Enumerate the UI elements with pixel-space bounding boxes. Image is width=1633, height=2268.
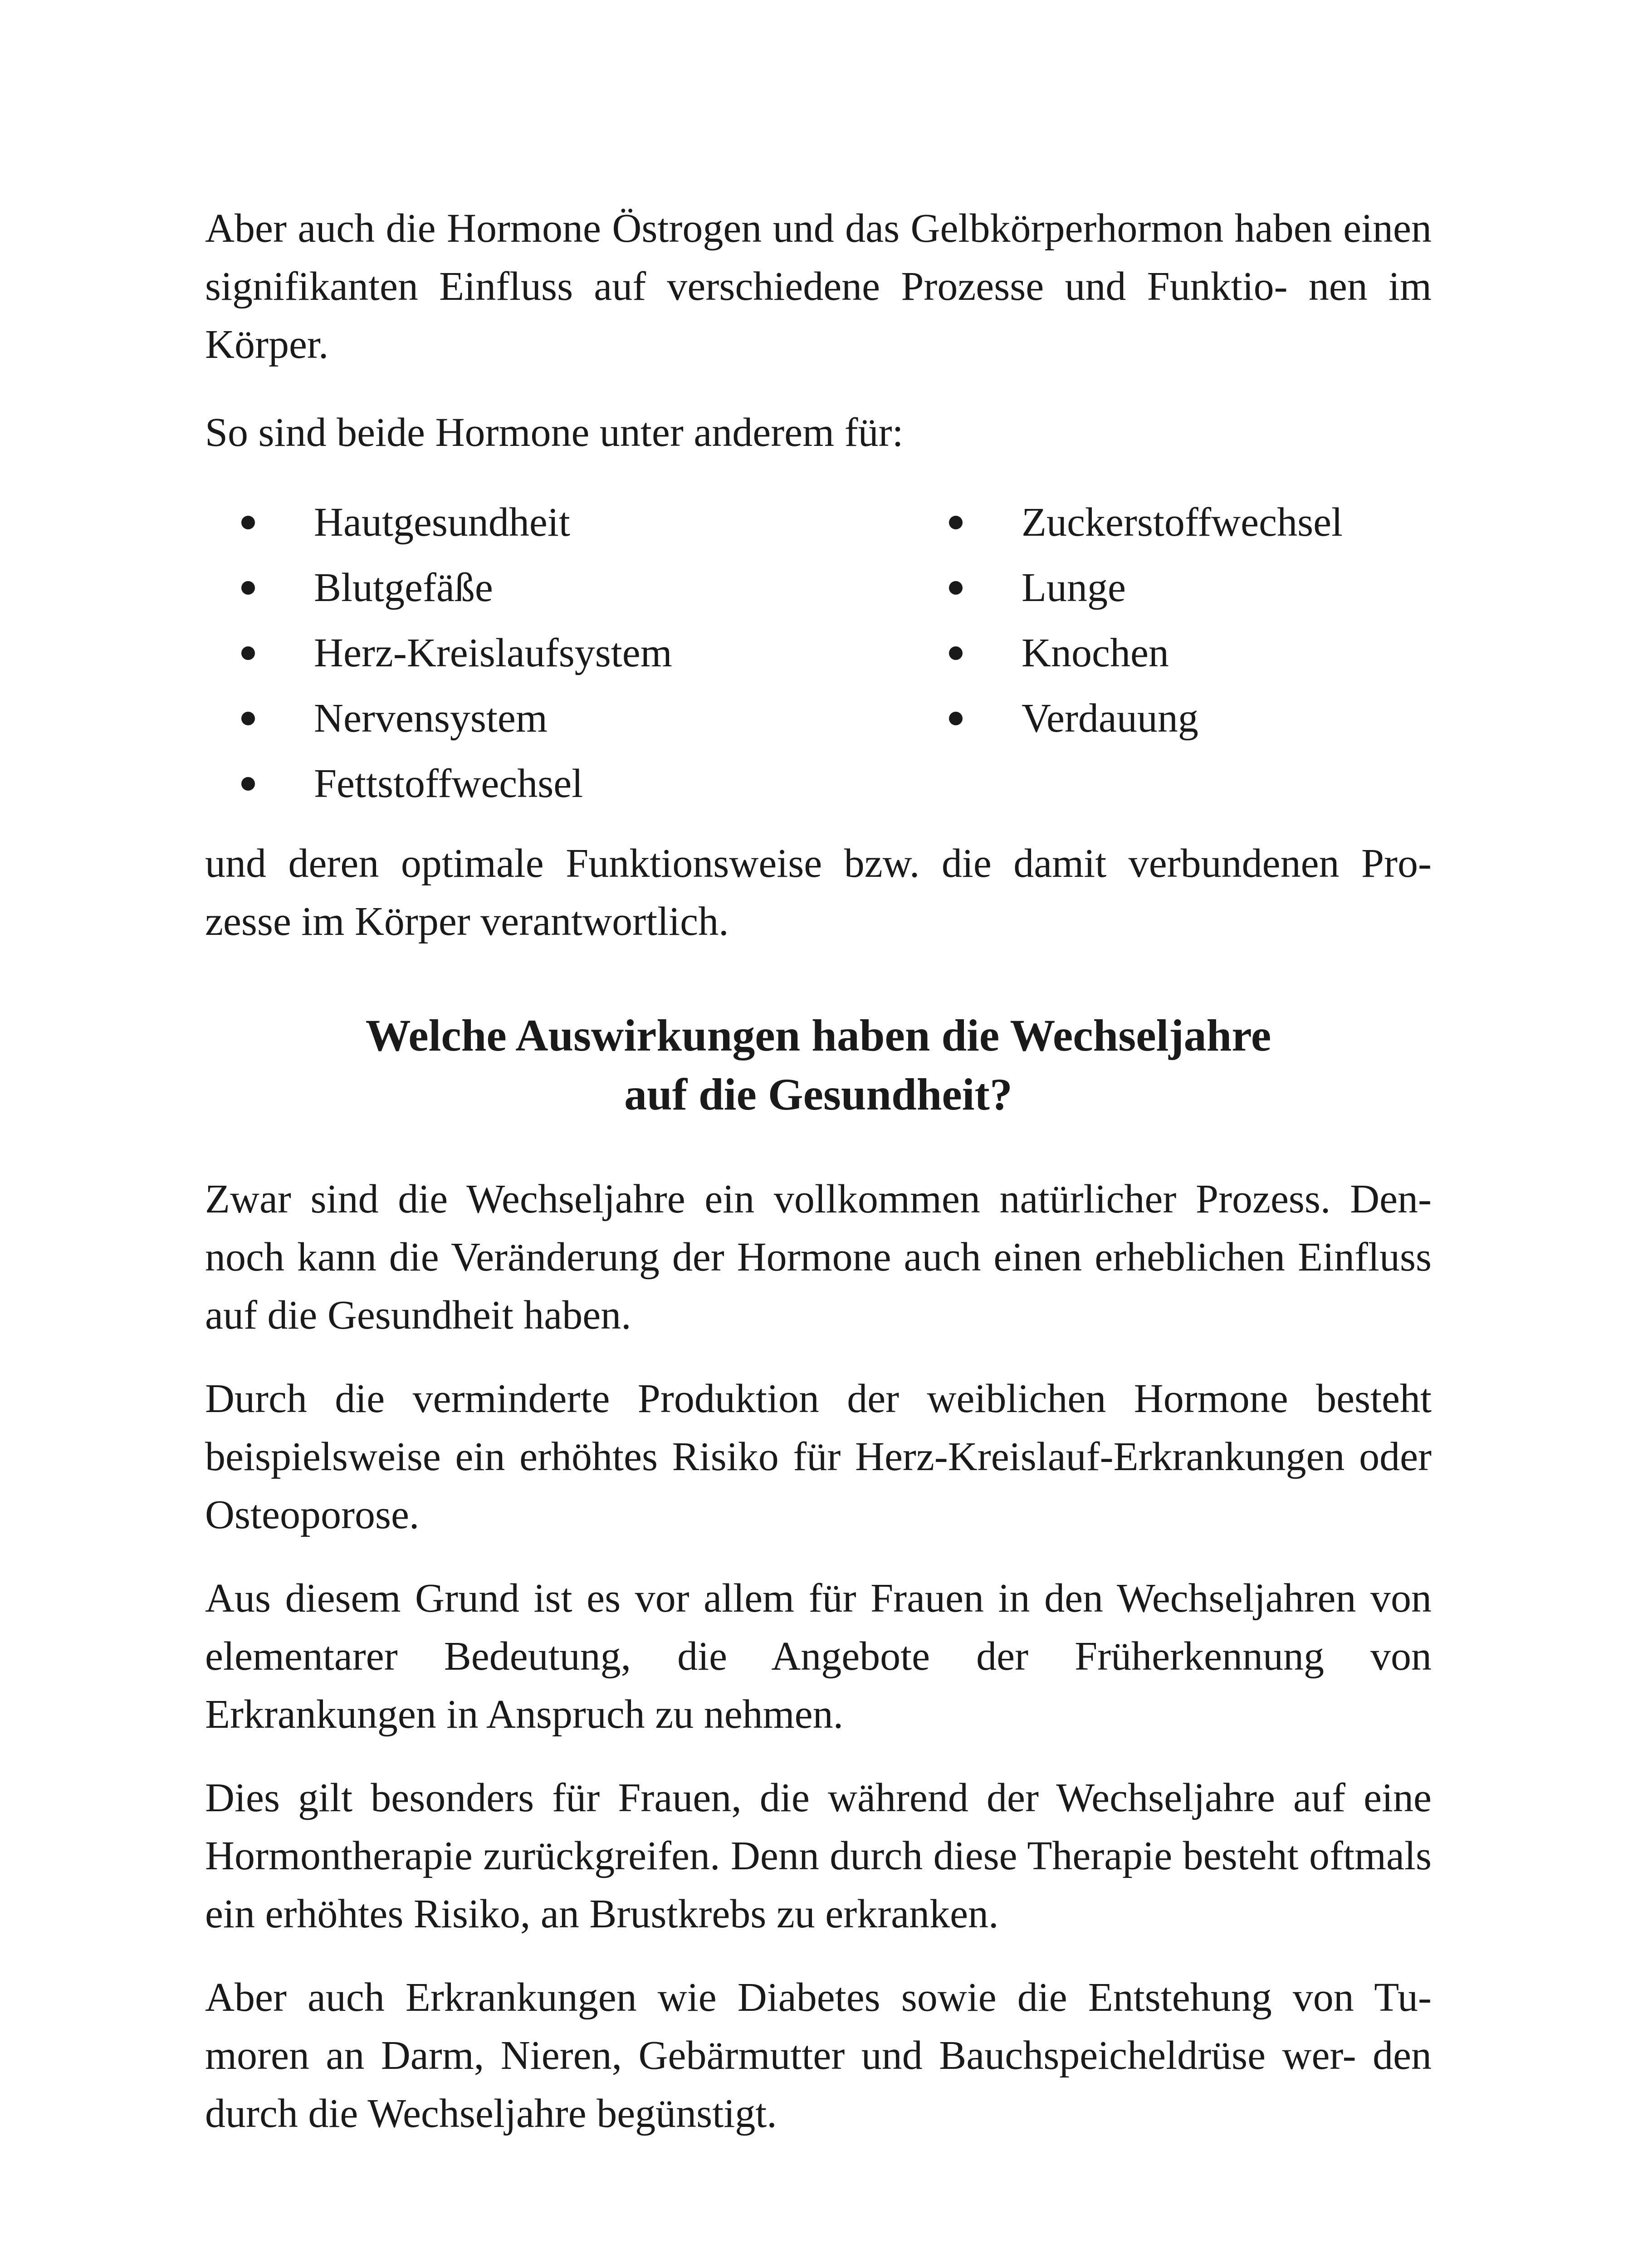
list-item-label: Zuckerstoffwechsel [1022,500,1343,545]
list-item-label: Herz-Kreislaufsystem [314,631,672,675]
paragraph-list-outro [205,835,1432,951]
text-line: Durch die verminderte Produktion der weiblichen Hormone besteht [205,1376,1432,1421]
paragraph-body [205,1769,1432,1943]
bullet-icon [241,712,255,725]
text-line: Erkrankungen in Anspruch zu nehmen. [205,1692,844,1737]
list-item [949,686,1343,751]
list-item [949,555,1343,621]
heading-line: Welche Auswirkungen haben die Wechseljahre [365,1010,1271,1061]
text-line: oftmals ein erhöhtes Risiko, an Brustkrebs zu erkranken. [205,1833,1432,1936]
bullet-icon [949,516,963,529]
bullet-icon [241,646,255,660]
bullet-icon [241,516,255,529]
paragraph-body [205,1170,1432,1344]
bullet-column-left [241,490,672,816]
text-line: Aus diesem Grund ist es vor allem für Frauen in den Wechseljahren [205,1576,1356,1621]
text-line: moren an Darm, Nieren, Gebärmutter und Bauchspeicheldrüse wer- [205,2033,1356,2078]
text-line: nen im Körper. [205,264,1432,367]
bullet-icon [949,712,963,725]
list-item-label: Blutgefäße [314,565,493,610]
list-item-label: Verdauung [1022,696,1198,741]
list-item-label: Hautgesundheit [314,500,570,545]
bullet-column-right [949,490,1343,751]
bullet-icon [241,581,255,595]
list-item [949,621,1343,686]
text-line: Aber auch die Hormone Östrogen und das Gelbkörperhormon haben [205,206,1332,251]
list-item [241,686,672,751]
bullet-icon [241,777,255,791]
paragraph-body [205,1569,1432,1744]
text-line: beispielsweise ein erhöhtes Risiko für Herz-Kreislauf-Erkrankungen [205,1434,1345,1479]
list-item [241,490,672,555]
text-line: Einfluss auf die Gesundheit haben. [205,1235,1432,1338]
text-line: zesse im Körper verantwortlich. [205,899,729,944]
list-item-label: Nervensystem [314,696,548,741]
text-line: Zwar sind die Wechseljahre ein vollkommen natürlicher Prozess. Den- [205,1177,1432,1222]
bullet-list [205,490,1432,816]
list-item-label: Fettstoffwechsel [314,761,583,806]
bullet-icon [949,646,963,660]
list-item-label: Knochen [1022,631,1169,675]
book-page [205,0,1432,2268]
text-line: Hormontherapie zurückgreifen. Denn durch diese Therapie besteht [205,1833,1299,1878]
text-line: und deren optimale Funktionsweise bzw. die damit verbundenen Pro- [205,841,1432,886]
text-line: Dies gilt besonders für Frauen, die während der Wechseljahre auf eine [205,1775,1432,1820]
list-item [241,555,672,621]
paragraph-intro [205,200,1432,374]
bullet-icon [949,581,963,595]
text-line: von elementarer Bedeutung, die Angebote der Früherkennung von [205,1576,1432,1679]
paragraph-body [205,1370,1432,1544]
paragraph-body [205,1969,1432,2143]
list-item [949,490,1343,555]
text-line: einen signifikanten Einfluss auf verschiedene Prozesse und Funktio- [205,206,1432,309]
list-item [241,621,672,686]
paragraph-list-lead: So sind beide Hormone unter anderem für: [205,410,904,455]
text-line: den durch die Wechseljahre begünstigt. [205,2033,1432,2136]
text-line: Aber auch Erkrankungen wie Diabetes sowie die Entstehung von Tu- [205,1975,1432,2020]
section-heading [205,1006,1432,1124]
text-line: oder Osteoporose. [205,1434,1432,1537]
list-item-label: Lunge [1022,565,1126,610]
heading-line: auf die Gesundheit? [624,1069,1012,1119]
list-item [241,751,672,816]
text-line: noch kann die Veränderung der Hormone auch einen erheblichen [205,1235,1286,1280]
